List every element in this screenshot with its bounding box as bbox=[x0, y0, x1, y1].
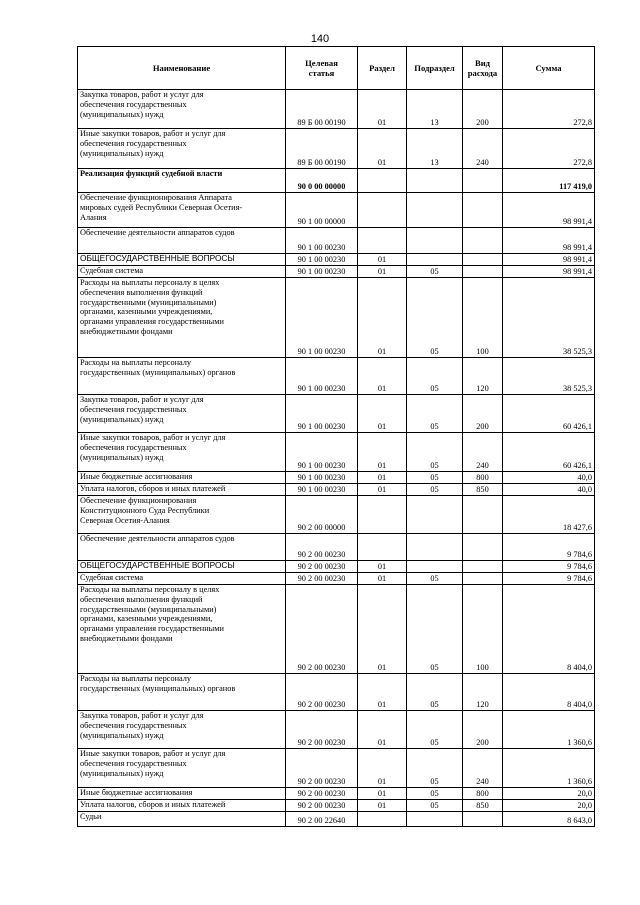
cell-name: Расходы на выплаты персоналу государственных (муниципальных) органов bbox=[78, 358, 286, 395]
cell-amount: 60 426,1 bbox=[503, 433, 595, 472]
cell-target: 90 2 00 00230 bbox=[286, 711, 358, 749]
table-row bbox=[78, 358, 595, 395]
cell-target: 90 2 00 00230 bbox=[286, 800, 358, 812]
cell-target: 90 0 00 00000 bbox=[286, 169, 358, 193]
cell-amount: 98 991,4 bbox=[503, 266, 595, 278]
table-row bbox=[78, 812, 595, 827]
cell-amount: 20,0 bbox=[503, 800, 595, 812]
cell-expense-type: 850 bbox=[463, 800, 503, 812]
cell-target: 90 2 00 00000 bbox=[286, 496, 358, 534]
cell-name: Закупка товаров, работ и услуг для обеспечения государственных (муниципальных) нужд bbox=[78, 90, 286, 129]
cell-target: 89 Б 00 00190 bbox=[286, 90, 358, 129]
table-row bbox=[78, 711, 595, 749]
cell-expense-type: 240 bbox=[463, 749, 503, 788]
cell-section bbox=[358, 228, 407, 254]
table-row bbox=[78, 254, 595, 266]
cell-section: 01 bbox=[358, 129, 407, 169]
cell-target: 90 1 00 00230 bbox=[286, 395, 358, 433]
cell-expense-type bbox=[463, 266, 503, 278]
cell-section: 01 bbox=[358, 266, 407, 278]
header-section: Раздел bbox=[358, 47, 407, 90]
cell-expense-type bbox=[463, 496, 503, 534]
cell-name: Закупка товаров, работ и услуг для обеспечения государственных (муниципальных) нужд bbox=[78, 395, 286, 433]
cell-section bbox=[358, 169, 407, 193]
table-row bbox=[78, 395, 595, 433]
cell-subsection bbox=[407, 254, 463, 266]
cell-section bbox=[358, 193, 407, 228]
header-target: Целевая статья bbox=[286, 47, 358, 90]
cell-target: 90 2 00 00230 bbox=[286, 561, 358, 573]
cell-expense-type bbox=[463, 573, 503, 585]
cell-subsection: 05 bbox=[407, 472, 463, 484]
cell-expense-type bbox=[463, 254, 503, 266]
cell-subsection bbox=[407, 228, 463, 254]
cell-section: 01 bbox=[358, 484, 407, 496]
cell-name: Обеспечение деятельности аппаратов судов bbox=[78, 228, 286, 254]
cell-amount: 18 427,6 bbox=[503, 496, 595, 534]
cell-target: 90 2 00 00230 bbox=[286, 585, 358, 674]
cell-name: Иные бюджетные ассигнования bbox=[78, 788, 286, 800]
cell-expense-type: 120 bbox=[463, 358, 503, 395]
cell-expense-type bbox=[463, 561, 503, 573]
cell-amount: 20,0 bbox=[503, 788, 595, 800]
cell-subsection: 05 bbox=[407, 749, 463, 788]
table-row bbox=[78, 561, 595, 573]
cell-target: 90 2 00 00230 bbox=[286, 749, 358, 788]
cell-amount: 98 991,4 bbox=[503, 228, 595, 254]
table-body bbox=[78, 90, 595, 827]
table-row bbox=[78, 674, 595, 711]
cell-subsection: 05 bbox=[407, 711, 463, 749]
cell-target: 90 1 00 00230 bbox=[286, 266, 358, 278]
cell-amount: 1 360,6 bbox=[503, 749, 595, 788]
cell-section: 01 bbox=[358, 749, 407, 788]
cell-expense-type: 800 bbox=[463, 472, 503, 484]
cell-amount: 9 784,6 bbox=[503, 561, 595, 573]
cell-expense-type: 240 bbox=[463, 433, 503, 472]
cell-amount: 40,0 bbox=[503, 472, 595, 484]
table-row bbox=[78, 496, 595, 534]
cell-amount: 98 991,4 bbox=[503, 193, 595, 228]
cell-name: Расходы на выплаты персоналу в целях обеспечения выполнения функций государственными (муниципальными) органами, казенными учреждениями, органами управления государственными внебюджетными фондами bbox=[78, 278, 286, 358]
cell-expense-type bbox=[463, 228, 503, 254]
cell-section: 01 bbox=[358, 585, 407, 674]
table-row bbox=[78, 749, 595, 788]
cell-target: 89 Б 00 00190 bbox=[286, 129, 358, 169]
cell-expense-type: 800 bbox=[463, 788, 503, 800]
cell-section: 01 bbox=[358, 561, 407, 573]
cell-expense-type: 850 bbox=[463, 484, 503, 496]
table-row bbox=[78, 266, 595, 278]
cell-section: 01 bbox=[358, 472, 407, 484]
cell-target: 90 2 00 00230 bbox=[286, 534, 358, 561]
cell-section: 01 bbox=[358, 358, 407, 395]
cell-name: Обеспечение функционирования Конституционного Суда Республики Северная Осетия-Алания bbox=[78, 496, 286, 534]
cell-section: 01 bbox=[358, 788, 407, 800]
cell-target: 90 2 00 00230 bbox=[286, 573, 358, 585]
cell-target: 90 1 00 00230 bbox=[286, 433, 358, 472]
cell-subsection bbox=[407, 169, 463, 193]
cell-section: 01 bbox=[358, 395, 407, 433]
cell-target: 90 1 00 00230 bbox=[286, 278, 358, 358]
cell-name: Расходы на выплаты персоналу государственных (муниципальных) органов bbox=[78, 674, 286, 711]
cell-target: 90 1 00 00230 bbox=[286, 254, 358, 266]
cell-name: Судебная система bbox=[78, 573, 286, 585]
cell-name: Расходы на выплаты персоналу в целях обеспечения выполнения функций государственными (муниципальными) органами, казенными учреждениями, органами управления государственными внебюджетными фондами bbox=[78, 585, 286, 674]
cell-name: Уплата налогов, сборов и иных платежей bbox=[78, 800, 286, 812]
table-row bbox=[78, 278, 595, 358]
cell-subsection: 05 bbox=[407, 433, 463, 472]
table-row bbox=[78, 228, 595, 254]
cell-section: 01 bbox=[358, 254, 407, 266]
cell-section: 01 bbox=[358, 573, 407, 585]
table-row bbox=[78, 433, 595, 472]
cell-amount: 40,0 bbox=[503, 484, 595, 496]
cell-amount: 38 525,3 bbox=[503, 358, 595, 395]
cell-subsection: 05 bbox=[407, 484, 463, 496]
cell-subsection: 05 bbox=[407, 266, 463, 278]
cell-amount: 272,8 bbox=[503, 90, 595, 129]
cell-name: Реализация функций судебной власти bbox=[78, 169, 286, 193]
cell-section: 01 bbox=[358, 711, 407, 749]
cell-subsection bbox=[407, 534, 463, 561]
table-header-row bbox=[78, 47, 595, 90]
cell-expense-type bbox=[463, 193, 503, 228]
cell-subsection: 05 bbox=[407, 395, 463, 433]
cell-section bbox=[358, 496, 407, 534]
cell-amount: 272,8 bbox=[503, 129, 595, 169]
table-row bbox=[78, 472, 595, 484]
cell-target: 90 1 00 00230 bbox=[286, 228, 358, 254]
cell-name: Обеспечение деятельности аппаратов судов bbox=[78, 534, 286, 561]
table-row bbox=[78, 90, 595, 129]
table-row bbox=[78, 585, 595, 674]
cell-subsection bbox=[407, 496, 463, 534]
cell-section: 01 bbox=[358, 800, 407, 812]
cell-target: 90 1 00 00230 bbox=[286, 472, 358, 484]
cell-section bbox=[358, 534, 407, 561]
page-number: 140 bbox=[310, 33, 330, 45]
cell-name: Закупка товаров, работ и услуг для обеспечения государственных (муниципальных) нужд bbox=[78, 711, 286, 749]
cell-expense-type: 200 bbox=[463, 90, 503, 129]
table-row bbox=[78, 788, 595, 800]
cell-subsection: 13 bbox=[407, 129, 463, 169]
cell-subsection: 13 bbox=[407, 90, 463, 129]
cell-subsection: 05 bbox=[407, 358, 463, 395]
cell-subsection: 05 bbox=[407, 278, 463, 358]
cell-expense-type: 100 bbox=[463, 278, 503, 358]
cell-name: Иные закупки товаров, работ и услуг для обеспечения государственных (муниципальных) нужд bbox=[78, 749, 286, 788]
cell-section: 01 bbox=[358, 278, 407, 358]
cell-subsection: 05 bbox=[407, 800, 463, 812]
cell-section: 01 bbox=[358, 674, 407, 711]
cell-section: 01 bbox=[358, 433, 407, 472]
table-row bbox=[78, 129, 595, 169]
cell-subsection: 05 bbox=[407, 585, 463, 674]
table-row bbox=[78, 534, 595, 561]
cell-name: Иные бюджетные ассигнования bbox=[78, 472, 286, 484]
cell-name: Судебная система bbox=[78, 266, 286, 278]
cell-amount: 60 426,1 bbox=[503, 395, 595, 433]
cell-expense-type: 200 bbox=[463, 711, 503, 749]
cell-target: 90 2 00 22640 bbox=[286, 812, 358, 827]
cell-amount: 98 991,4 bbox=[503, 254, 595, 266]
cell-expense-type: 100 bbox=[463, 585, 503, 674]
cell-name: Обеспечение функционирования Аппарата мировых судей Республики Северная Осетия- Алания bbox=[78, 193, 286, 228]
cell-expense-type bbox=[463, 812, 503, 827]
table-row bbox=[78, 484, 595, 496]
table-row bbox=[78, 169, 595, 193]
cell-expense-type bbox=[463, 169, 503, 193]
cell-section bbox=[358, 812, 407, 827]
cell-name: Иные закупки товаров, работ и услуг для обеспечения государственных (муниципальных) нужд bbox=[78, 129, 286, 169]
cell-amount: 8 404,0 bbox=[503, 674, 595, 711]
cell-subsection bbox=[407, 561, 463, 573]
cell-target: 90 1 00 00000 bbox=[286, 193, 358, 228]
cell-name: Судьи bbox=[78, 812, 286, 827]
cell-subsection: 05 bbox=[407, 573, 463, 585]
cell-amount: 9 784,6 bbox=[503, 534, 595, 561]
header-amount: Сумма bbox=[503, 47, 595, 90]
cell-amount: 8 404,0 bbox=[503, 585, 595, 674]
cell-name: ОБЩЕГОСУДАРСТВЕННЫЕ ВОПРОСЫ bbox=[78, 561, 286, 573]
cell-name: Иные закупки товаров, работ и услуг для обеспечения государственных (муниципальных) нужд bbox=[78, 433, 286, 472]
cell-expense-type bbox=[463, 534, 503, 561]
cell-expense-type: 120 bbox=[463, 674, 503, 711]
cell-target: 90 2 00 00230 bbox=[286, 788, 358, 800]
cell-amount: 8 643,0 bbox=[503, 812, 595, 827]
header-expense-type: Вид расхода bbox=[463, 47, 503, 90]
cell-target: 90 2 00 00230 bbox=[286, 674, 358, 711]
budget-table bbox=[77, 46, 595, 827]
cell-amount: 1 360,6 bbox=[503, 711, 595, 749]
cell-name: ОБЩЕГОСУДАРСТВЕННЫЕ ВОПРОСЫ bbox=[78, 254, 286, 266]
cell-subsection bbox=[407, 193, 463, 228]
header-name: Наименование bbox=[78, 47, 286, 90]
cell-expense-type: 240 bbox=[463, 129, 503, 169]
header-subsection: Подраздел bbox=[407, 47, 463, 90]
cell-amount: 9 784,6 bbox=[503, 573, 595, 585]
cell-target: 90 1 00 00230 bbox=[286, 358, 358, 395]
table-row bbox=[78, 193, 595, 228]
cell-amount: 38 525,3 bbox=[503, 278, 595, 358]
table-row bbox=[78, 573, 595, 585]
cell-subsection: 05 bbox=[407, 674, 463, 711]
cell-amount: 117 419,0 bbox=[503, 169, 595, 193]
cell-subsection bbox=[407, 812, 463, 827]
table-row bbox=[78, 800, 595, 812]
cell-subsection: 05 bbox=[407, 788, 463, 800]
cell-section: 01 bbox=[358, 90, 407, 129]
cell-target: 90 1 00 00230 bbox=[286, 484, 358, 496]
cell-expense-type: 200 bbox=[463, 395, 503, 433]
cell-name: Уплата налогов, сборов и иных платежей bbox=[78, 484, 286, 496]
